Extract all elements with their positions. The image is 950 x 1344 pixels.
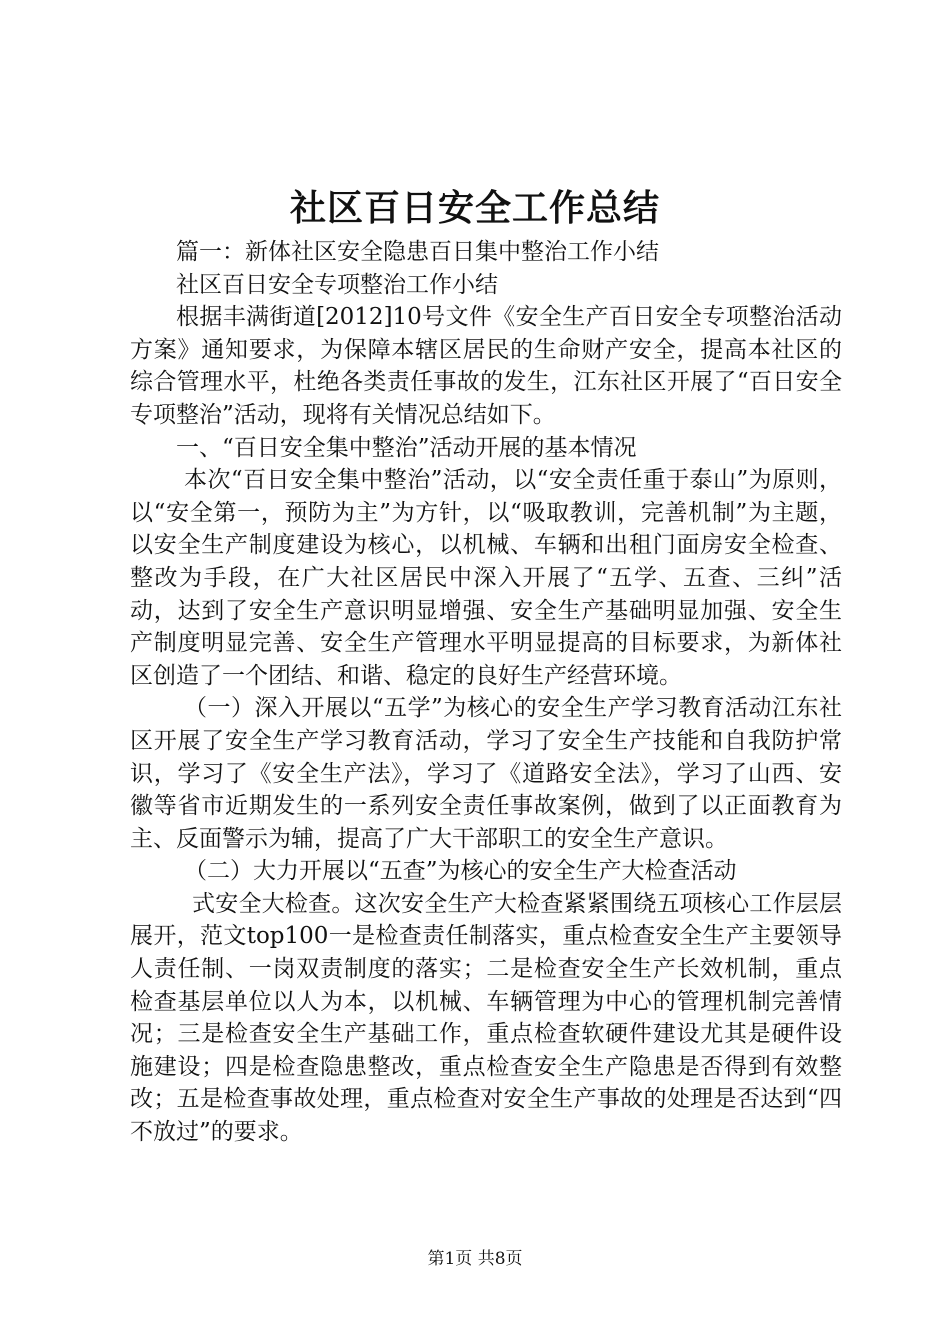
body-paragraph-overview: 本次“百日安全集中整治”活动，以“安全责任重于泰山”为原则，以“安全第一，预防为主”为方针，以“吸取教训，完善机制”为主题，以安全生产制度建设为核心，以机械、车辆和出租门面房安全检查、整改为手段，在广大社区居民中深入开展了“五学、五查、三纠”活动，达到了安全生产意识明显增强、安全生产基础明显加强、安全生产制度明显完善、安全生产管理水平明显提高的目标要求，为新体社区创造了一个团结、和谐、稳定的良好生产经营环境。 [130, 467, 842, 689]
document-title: 社区百日安全工作总结 [289, 188, 660, 229]
subheading-inspection: （二）大力开展以“五查”为核心的安全生产大检查活动 [184, 858, 737, 885]
page-number: 第1页 共8页 [427, 1249, 523, 1269]
body-paragraph-inspection: 式安全大检查。这次安全生产大检查紧紧围绕五项核心工作层层展开，范文top100一是检查责任制落实，重点检查安全生产主要领导人责任制、一岗双责制度的落实；二是检查安全生产长效机制，重点检查基层单位以人为本，以机械、车辆管理为中心的管理机制完善情况；三是检查安全生产基础工作，重点检查软硬件建设尤其是硬件设施建设；四是检查隐患整改，重点检查安全生产隐患是否得到有效整改；五是检查事故处理，重点检查对安全生产事故的处理是否达到“四不放过”的要求。 [130, 890, 842, 1146]
body-paragraph-study: （一）深入开展以“五学”为核心的安全生产学习教育活动江东社区开展了安全生产学习教育活动，学习了安全生产技能和自我防护常识，学习了《安全生产法》，学习了《道路安全法》，学习了山西、安徽等省市近期发生的一系列安全责任事故案例，做到了以正面教育为主、反面警示为辅，提高了广大干部职工的安全生产意识。 [130, 695, 842, 852]
subtitle: 社区百日安全专项整治工作小结 [176, 271, 498, 298]
section-heading-basic: 一、“百日安全集中整治”活动开展的基本情况 [176, 434, 637, 461]
intro-paragraph: 根据丰满街道[2012]10号文件《安全生产百日安全专项整治活动方案》通知要求，为保障本辖区居民的生命财产安全，提高本社区的综合管理水平，杜绝各类责任事故的发生，江东社区开展了“百日安全专项整治”活动，现将有关情况总结如下。 [130, 304, 842, 428]
document-body [130, 236, 842, 1149]
section-heading-1: 篇一：新体社区安全隐患百日集中整治工作小结 [176, 239, 659, 265]
